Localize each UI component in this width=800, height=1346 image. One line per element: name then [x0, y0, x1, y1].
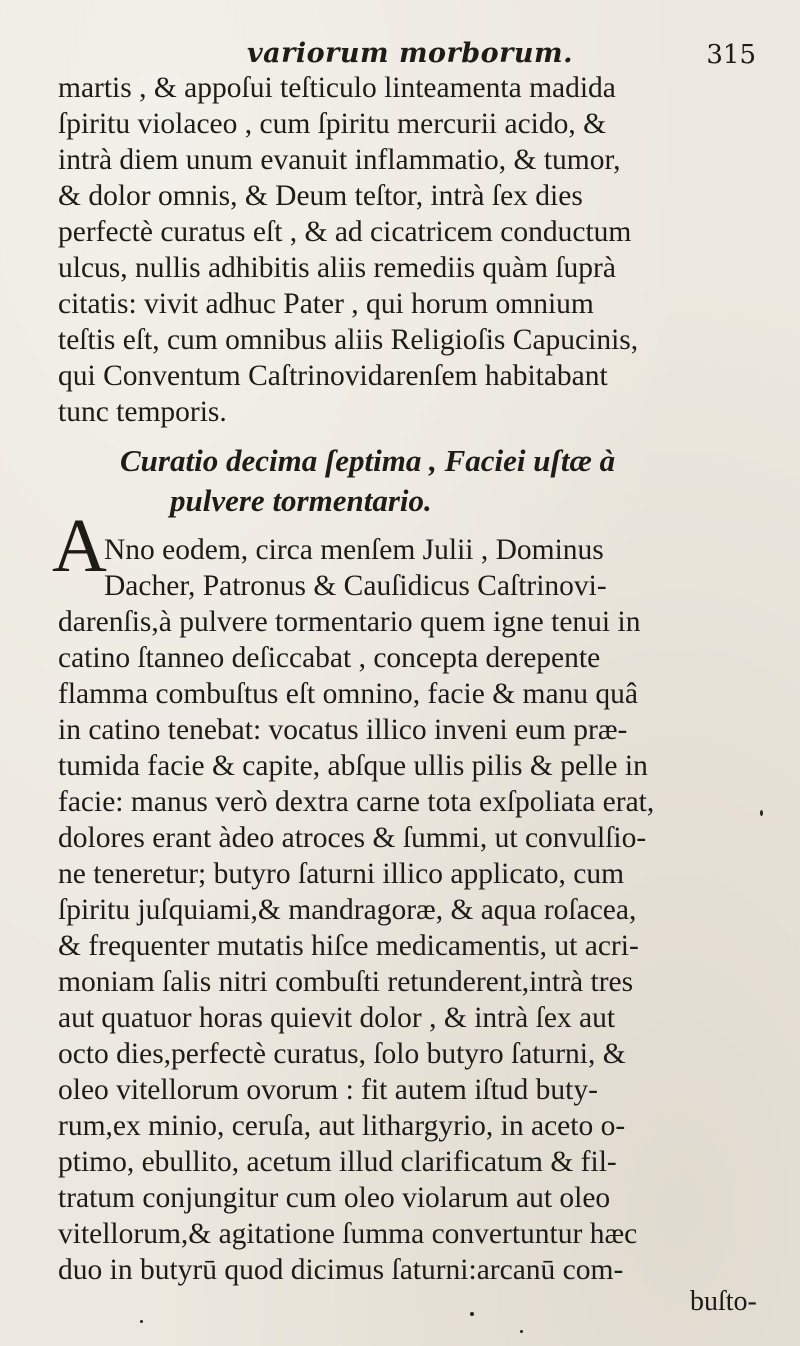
text-line: Nno eodem, circa menſem Julii , Dominus	[104, 534, 604, 566]
page-number: 315	[706, 40, 756, 70]
text-line: & dolor omnis, & Deum teſtor, intrà ſex dies	[58, 180, 583, 212]
text-line: vitellorum,& agitatione ſumma convertuntur hæc	[58, 1218, 638, 1250]
section-heading-line-1: Curatio decima ſeptima , Faciei uſtæ à	[120, 443, 616, 478]
text-line: flamma combuſtus eſt omnino, facie & manu quâ	[58, 678, 639, 710]
text-line: aut quatuor horas quievit dolor , & intrà ſex aut	[58, 1002, 616, 1034]
text-line: in catino tenebat: vocatus illico inveni eum præ-	[58, 714, 628, 746]
text-line: duo in butyrū quod dicimus ſaturni:arcanū com-	[58, 1254, 624, 1286]
text-line: tratum conjungitur cum oleo violarum aut oleo	[58, 1182, 611, 1214]
running-title: variorum morborum.	[246, 38, 573, 69]
text-line: tumida facie & capite, abſque ullis pilis & pelle in	[58, 750, 648, 782]
text-line: facie: manus verò dextra carne tota exſpoliata erat,	[58, 786, 655, 818]
drop-cap: A	[52, 504, 107, 588]
catchword: buſto-	[690, 1286, 757, 1317]
text-line: oleo vitellorum ovorum : fit autem iſtud buty-	[58, 1074, 598, 1106]
ink-speck	[520, 1330, 523, 1333]
text-line: ulcus, nullis adhibitis aliis remediis quàm ſuprà	[58, 252, 616, 284]
ink-speck	[470, 1312, 474, 1316]
text-line: perfectè curatus eſt , & ad cicatricem conductum	[58, 216, 632, 248]
text-line: teſtis eſt, cum omnibus aliis Religioſis Capucinis,	[58, 324, 639, 356]
text-line: Dacher, Patronus & Cauſidicus Caſtrinovi-	[104, 570, 607, 602]
text-line: rum,ex minio, ceruſa, aut lithargyrio, in aceto o-	[58, 1110, 626, 1142]
ink-speck	[760, 810, 763, 816]
text-line: darenſis,à pulvere tormentario quem igne tenui in	[58, 606, 641, 638]
text-line: catino ſtanneo deſiccabat , concepta derepente	[58, 642, 601, 674]
text-line: ptimo, ebullito, acetum illud clarificatum & fil-	[58, 1146, 617, 1178]
text-line: ſpiritu juſquiami,& mandragoræ, & aqua roſacea,	[58, 894, 637, 926]
text-line: ne teneretur; butyro ſaturni illico applicato, cum	[58, 858, 625, 890]
text-line: martis , & appoſui teſticulo linteamenta madida	[58, 72, 616, 104]
page-header	[60, 38, 760, 70]
text-line: moniam ſalis nitri combuſti retunderent,intrà tres	[58, 966, 634, 998]
section-heading-line-2: pulvere tormentario.	[170, 483, 432, 518]
text-line: qui Conventum Caſtrinovidarenſem habitabant	[58, 360, 608, 392]
text-line: dolores erant àdeo atroces & ſummi, ut convulſio-	[58, 822, 647, 854]
text-line: ſpiritu violaceo , cum ſpiritu mercurii acido, &	[58, 108, 607, 140]
text-line: & frequenter mutatis hiſce medicamentis, ut acri-	[58, 930, 639, 962]
text-line: intrà diem unum evanuit inflammatio, & tumor,	[58, 144, 621, 176]
text-line: tunc temporis.	[58, 396, 227, 428]
text-line: octo dies,perfectè curatus, ſolo butyro ſaturni, &	[58, 1038, 626, 1070]
ink-speck	[140, 1320, 143, 1323]
text-line: citatis: vivit adhuc Pater , qui horum omnium	[58, 288, 594, 320]
